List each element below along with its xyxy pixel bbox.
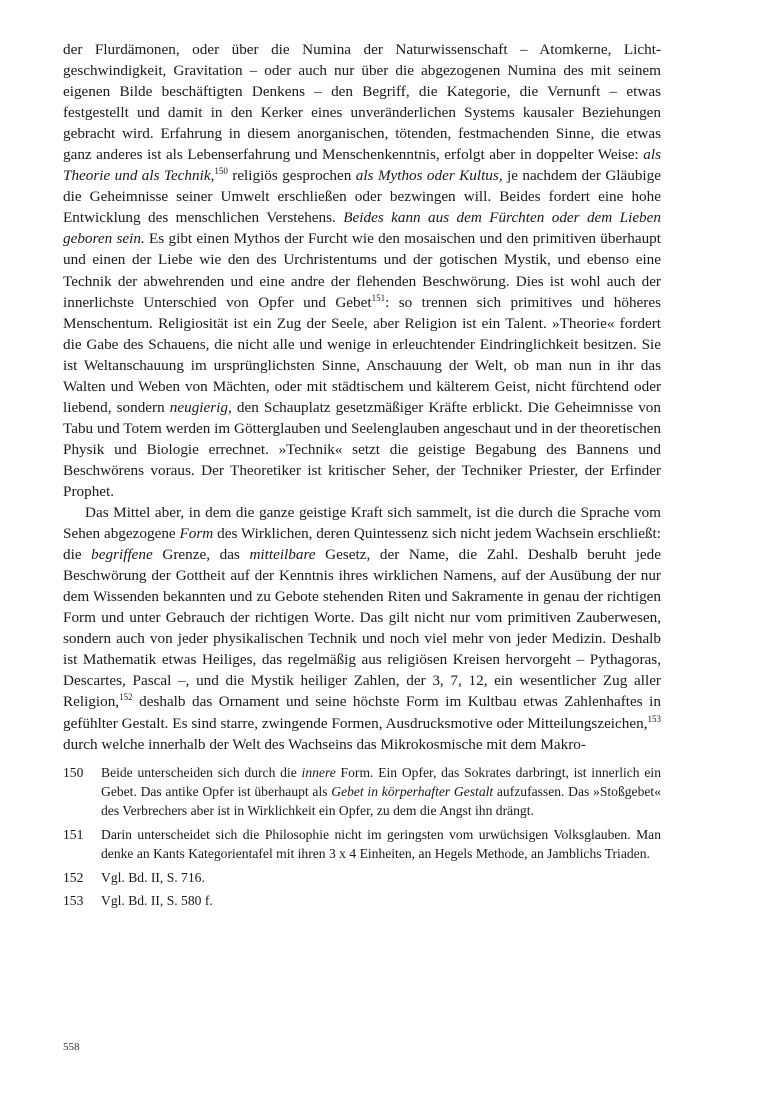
footnotes: [63, 763, 661, 911]
footnote-reference: 150: [214, 166, 228, 177]
text-run: deshalb das Ornament und seine höchste Form im Kultbau etwas Zahlenhaftes in gefühlter Gestalt. Es sind starre, zwingende Formen, Ausdrucksmotive oder Mitteilungszeichen,: [63, 693, 661, 732]
footnote-151: [63, 825, 661, 864]
footnote-reference: 152: [119, 692, 133, 703]
text-run: aufzufassen. Das »Stoßgebet« des Verbrechers aber ist in Wirklichkeit ein Opfer, zu dem die Angst ihn drängt.: [101, 784, 661, 819]
emphasis-text: Beides kann aus dem Fürchten oder dem Lieben geboren sein.: [63, 209, 661, 248]
emphasis-text: neugierig,: [169, 398, 232, 416]
text-run: je nachdem der Gläubige die Geheimnisse seiner Umwelt erschließen oder bezwingen will. Beides fordert eine hohe Entwicklung des menschlichen Verstehens.: [63, 167, 661, 227]
footnote-text: [101, 763, 661, 821]
footnote-text: [101, 868, 661, 887]
footnote-reference: 153: [647, 713, 661, 724]
text-run: Darin unterscheidet sich die Philosophie nicht im geringsten vom urwüchsigen Volksglauben. Man denke an Kants Kategorientafel mit ihren 3 x 4 Einheiten, an Hegels Methode, an Jamblichs Triaden.: [101, 826, 661, 862]
text-run: Vgl. Bd. II, S. 716.: [101, 869, 205, 885]
text-run: Vgl. Bd. II, S. 580 f.: [101, 893, 213, 909]
footnote-152: [63, 868, 661, 887]
emphasis-text: mitteilbare: [249, 546, 316, 564]
footnote-text: [101, 825, 661, 864]
footnote-number: 153: [63, 893, 84, 909]
text-run: : so trennen sich primitives und höheres Menschentum. Religiosität ist ein Zug der Seele, aber Religion ist ein Talent. »Theorie« fordert die Gabe des Schauens, die nicht alle und wenige in erleuchtender Eindringlichkeit besitzen. Sie ist Weltanschauung im ursprünglichsten Sinne, Anschauung der Welt, ob man nun in ihr das Walten und Weben von Mächten, oder mit städtischem und kälterem Geist, nicht fürchtend oder liebend, sondern: [63, 293, 661, 416]
text-run: des Wirklichen, deren Quintessenz sich nicht jedem Wachsein erschließt: die: [63, 525, 661, 564]
emphasis-text: Form: [179, 525, 214, 543]
text-run: Es gibt einen Mythos der Furcht wie den mosaischen und den primitiven überhaupt und einen der Liebe wie den des Urchristentums und der gotischen Mystik, und ebenso eine Technik der abwehrenden und eine andre der flehenden Beschwörung. Dies ist wohl auch der innerlichste Unterschied von Opfer und Gebet: [63, 230, 661, 311]
emphasis-text: begriffene: [91, 546, 153, 564]
emphasis-text: als Theorie und als Technik,: [63, 146, 661, 185]
text-run: Grenze, das: [152, 546, 250, 564]
text-run: der Flurdämonen, oder über die Numina der Naturwissenschaft – Atomkerne, Lichtgeschwindigkeit, Gravitation – oder auch nur über die abgezogenen Numina des mit seinem eigenen Bilde beschäftigten Denkens – den Begriff, die Kategorie, die Vernunft – etwas festgestellt und damit in den Kerker eines unveränderlichen Systems kausaler Beziehungen gebracht wird. Erfahrung in diesem anorganischen, tötenden, festmachenden Sinne, die etwas ganz anderes ist als Lebenserfahrung und Menschenkenntnis, erfolgt aber in doppelter Weise:: [63, 41, 661, 164]
footnote-number: 150: [63, 764, 84, 780]
footnote-150: [63, 763, 661, 821]
footnote-153: [63, 891, 661, 910]
text-run: den Schauplatz gesetzmäßiger Kräfte erblickt. Die Geheimnisse von Tabu und Totem werden im Götterglauben und Seelenglauben angeschaut und in der theoretischen Physik und Biologie errechnet. »Technik« setzt die geistige Begabung des Bannens und Beschwörens voraus. Der Theoretiker ist kritischer Seher, der Techniker Priester, der Erfinder Prophet.: [63, 398, 661, 500]
footnote-text: [101, 891, 661, 910]
footnote-reference: 151: [371, 292, 386, 303]
emphasis-text: innere: [301, 764, 336, 780]
text-run: Gesetz, der Name, die Zahl. Deshalb beruht jede Beschwörung der Gottheit auf der Kenntnis ihres wirklichen Namens, auf der Ausübung der nur dem Wissenden bekannten und zu Gebote stehenden Riten und Sakramente in genau der richtigen Form und unter Gebrauch der richtigen Worte. Das gilt nicht nur vom primitiven Zauberwesen, sondern auch von jeder physikalischen Technik und noch viel mehr von jeder Medizin. Deshalb ist Mathematik etwas Heiliges, das regelmäßig aus religiösen Kreisen hervorgeht – Pythagoras, Descartes, Pascal –, und die Mystik heiliger Zahlen, der 3, 7, 12, ein wesentlicher Zug aller Religion,: [63, 546, 661, 711]
footnote-number: 151: [63, 826, 84, 842]
emphasis-text: Gebet in körperhafter Gestalt: [331, 784, 494, 799]
footnote-number: 152: [63, 869, 84, 885]
text-run: Das Mittel aber, in dem die ganze geistige Kraft sich sammelt, ist die durch die Sprache vom Sehen abgezogene: [63, 504, 661, 543]
page-content: [63, 39, 661, 914]
text-run: religiös gesprochen: [227, 167, 356, 185]
text-run: Beide unterscheiden sich durch die: [101, 764, 302, 780]
emphasis-text: als Mythos oder Kultus,: [355, 167, 503, 185]
paragraph-2: [63, 502, 661, 755]
page-number: 558: [63, 1041, 80, 1053]
text-run: Form. Ein Opfer, das Sokrates darbringt, ist innerlich ein Gebet. Das antike Opfer ist überhaupt als: [101, 764, 661, 799]
paragraph-1: [63, 39, 661, 502]
main-text: [63, 39, 661, 755]
text-run: durch welche innerhalb der Welt des Wachseins das Mikrokosmische mit dem Makro-: [63, 735, 586, 753]
